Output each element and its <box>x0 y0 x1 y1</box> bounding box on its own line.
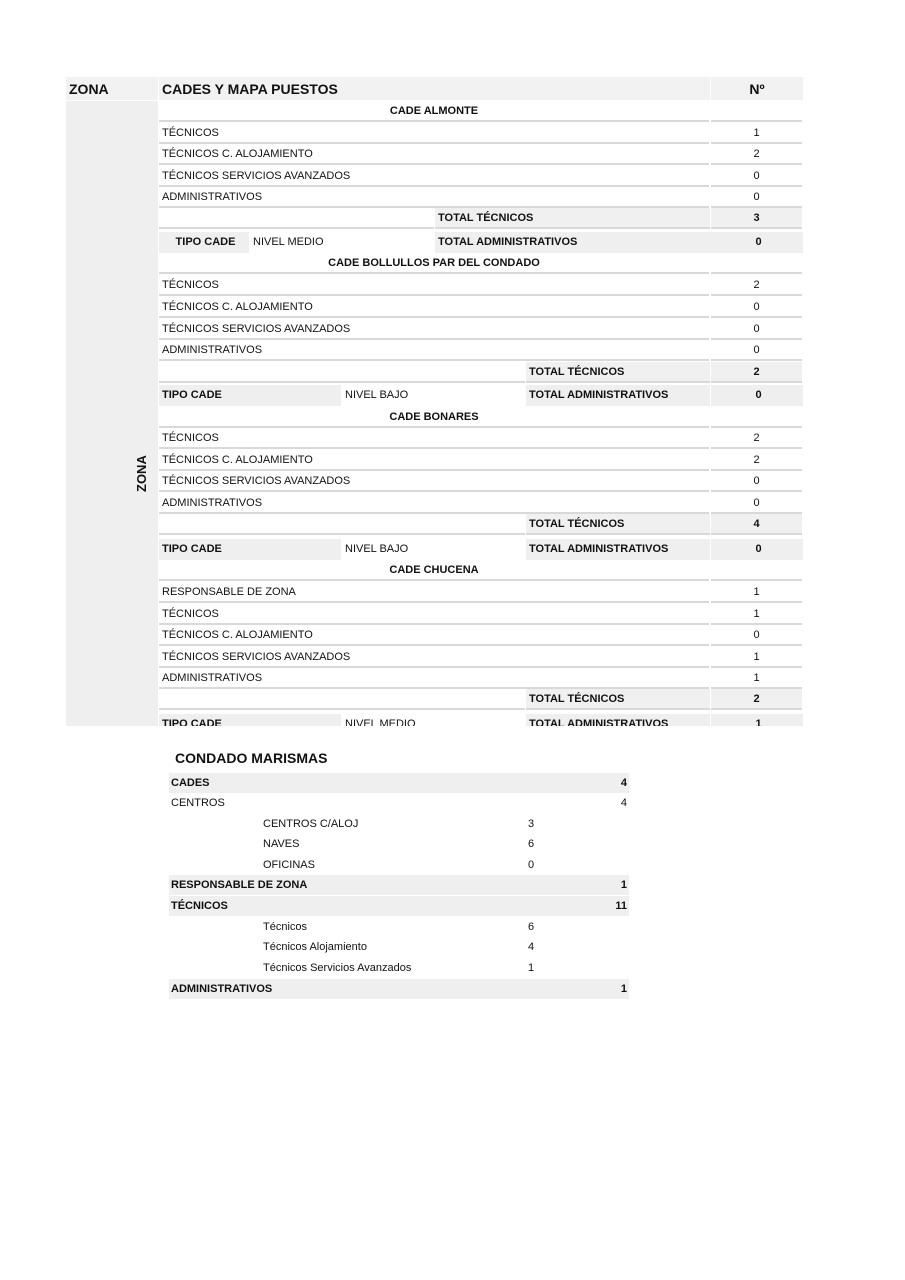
summary-value: 1 <box>620 879 627 891</box>
empty-cell <box>159 208 434 229</box>
block-title-num <box>711 407 802 428</box>
summary-subrow <box>169 814 629 834</box>
row-value: 2 <box>711 428 802 449</box>
total-admin-label: TOTAL ADMINISTRATIVOS <box>435 232 803 253</box>
block-title: CADE BONARES <box>159 407 709 428</box>
zona-column <box>66 101 158 726</box>
num-header: Nº <box>711 77 803 100</box>
cades-table <box>66 77 803 726</box>
row-value: 1 <box>711 647 802 668</box>
block-title-num <box>711 560 802 581</box>
table-row: TÉCNICOS C. ALOJAMIENTO <box>159 625 709 646</box>
tipo-cade-value: NIVEL BAJO <box>345 389 409 401</box>
row-value: 2 <box>711 450 802 471</box>
summary-label: RESPONSABLE DE ZONA <box>171 879 308 891</box>
empty-cell <box>159 514 525 535</box>
tipo-cade-label: TIPO CADE <box>159 385 341 406</box>
summary-title: CONDADO MARISMAS <box>175 750 328 766</box>
row-value: 2 <box>711 275 802 296</box>
table-row: ADMINISTRATIVOS <box>159 493 709 514</box>
total-tecnicos-label: TOTAL TÉCNICOS <box>526 514 710 535</box>
block-title: CADE BOLLULLOS PAR DEL CONDADO <box>159 253 709 274</box>
summary-sublabel: OFICINAS <box>263 859 315 871</box>
summary-subrow <box>169 958 629 978</box>
total-admin-value: 0 <box>711 385 803 406</box>
total-tecnicos-value: 2 <box>711 689 802 710</box>
table-row: TÉCNICOS <box>159 275 709 296</box>
summary-row <box>169 875 629 895</box>
summary-subrow <box>169 834 629 854</box>
summary-label: ADMINISTRATIVOS <box>171 983 273 995</box>
summary-value: 1 <box>620 983 627 995</box>
table-row: TÉCNICOS SERVICIOS AVANZADOS <box>159 471 709 492</box>
summary-value: 11 <box>615 900 627 912</box>
table-row: TÉCNICOS <box>159 123 709 144</box>
total-tecnicos-label: TOTAL TÉCNICOS <box>526 362 710 383</box>
summary-subvalue: 6 <box>528 921 535 933</box>
summary-subvalue: 0 <box>528 859 535 871</box>
block-title-num <box>711 101 802 122</box>
table-row: TÉCNICOS C. ALOJAMIENTO <box>159 297 709 318</box>
row-value: 1 <box>711 668 802 689</box>
summary-subvalue: 6 <box>528 838 535 850</box>
summary-subrow <box>169 855 629 875</box>
summary-sublabel: Técnicos Servicios Avanzados <box>263 962 412 974</box>
table-row: ADMINISTRATIVOS <box>159 187 709 208</box>
total-admin-value: 0 <box>755 236 762 248</box>
table-row: TÉCNICOS SERVICIOS AVANZADOS <box>159 647 709 668</box>
total-tecnicos-value: 2 <box>711 362 802 383</box>
block-title-num <box>711 253 802 274</box>
summary-label: TÉCNICOS <box>171 900 228 912</box>
tipo-cade-value: NIVEL BAJO <box>345 543 409 555</box>
summary-value: 4 <box>620 797 627 809</box>
summary-row <box>169 979 629 999</box>
summary-subrow <box>169 917 629 937</box>
total-tecnicos-label: TOTAL TÉCNICOS <box>526 689 710 710</box>
table-row: ADMINISTRATIVOS <box>159 340 709 361</box>
row-value: 0 <box>711 625 802 646</box>
table-row: TÉCNICOS C. ALOJAMIENTO <box>159 450 709 471</box>
summary-value: 4 <box>620 777 627 789</box>
empty-cell <box>159 689 525 710</box>
zona-vertical-label: ZONA <box>134 455 149 492</box>
row-value: 0 <box>711 493 802 514</box>
summary-row <box>169 896 629 916</box>
table-row: TÉCNICOS <box>159 604 709 625</box>
table-row: TÉCNICOS SERVICIOS AVANZADOS <box>159 319 709 340</box>
row-value: 0 <box>711 297 802 318</box>
table-row: TÉCNICOS <box>159 428 709 449</box>
table-row: RESPONSABLE DE ZONA <box>159 582 709 603</box>
row-value: 1 <box>711 582 802 603</box>
tipo-cade-value: NIVEL MEDIO <box>253 236 324 248</box>
total-tecnicos-value: 3 <box>711 208 802 229</box>
summary-subvalue: 4 <box>528 941 535 953</box>
total-admin-value: 0 <box>711 539 803 560</box>
summary-subvalue: 1 <box>528 962 535 974</box>
summary-subrow <box>169 937 629 957</box>
table-row: TÉCNICOS SERVICIOS AVANZADOS <box>159 166 709 187</box>
summary-sublabel: NAVES <box>263 838 300 850</box>
tipo-cade-value: NIVEL MEDIO <box>345 718 416 726</box>
row-value: 1 <box>711 123 802 144</box>
row-value: 2 <box>711 144 802 165</box>
summary-row <box>169 793 629 813</box>
summary-sublabel: Técnicos <box>263 921 308 933</box>
total-admin-value: 1 <box>711 714 803 726</box>
empty-cell <box>159 362 525 383</box>
summary-subvalue: 3 <box>528 818 535 830</box>
table-row: ADMINISTRATIVOS <box>159 668 709 689</box>
zona-header: ZONA <box>66 77 158 100</box>
tipo-cade-label: TIPO CADE <box>159 232 249 253</box>
table-row: TÉCNICOS C. ALOJAMIENTO <box>159 144 709 165</box>
total-tecnicos-value: 4 <box>711 514 802 535</box>
row-value: 0 <box>711 319 802 340</box>
row-value: 0 <box>711 340 802 361</box>
summary-label: CENTROS <box>171 797 225 809</box>
cades-header: CADES Y MAPA PUESTOS <box>159 77 710 100</box>
block-title: CADE CHUCENA <box>159 560 709 581</box>
row-value: 0 <box>711 187 802 208</box>
total-admin-label: TOTAL ADMINISTRATIVOS <box>526 539 710 560</box>
tipo-cade-label: TIPO CADE <box>159 539 341 560</box>
row-value: 0 <box>711 471 802 492</box>
total-tecnicos-label: TOTAL TÉCNICOS <box>435 208 710 229</box>
row-value: 0 <box>711 166 802 187</box>
total-admin-label: TOTAL ADMINISTRATIVOS <box>526 385 710 406</box>
tipo-cade-label: TIPO CADE <box>159 714 341 726</box>
row-value: 1 <box>711 604 802 625</box>
summary-sublabel: Técnicos Alojamiento <box>263 941 367 953</box>
total-admin-label: TOTAL ADMINISTRATIVOS <box>526 714 710 726</box>
block-title: CADE ALMONTE <box>159 101 709 122</box>
summary-sublabel: CENTROS C/ALOJ <box>263 818 359 830</box>
summary-row <box>169 773 629 793</box>
summary-label: CADES <box>171 777 210 789</box>
